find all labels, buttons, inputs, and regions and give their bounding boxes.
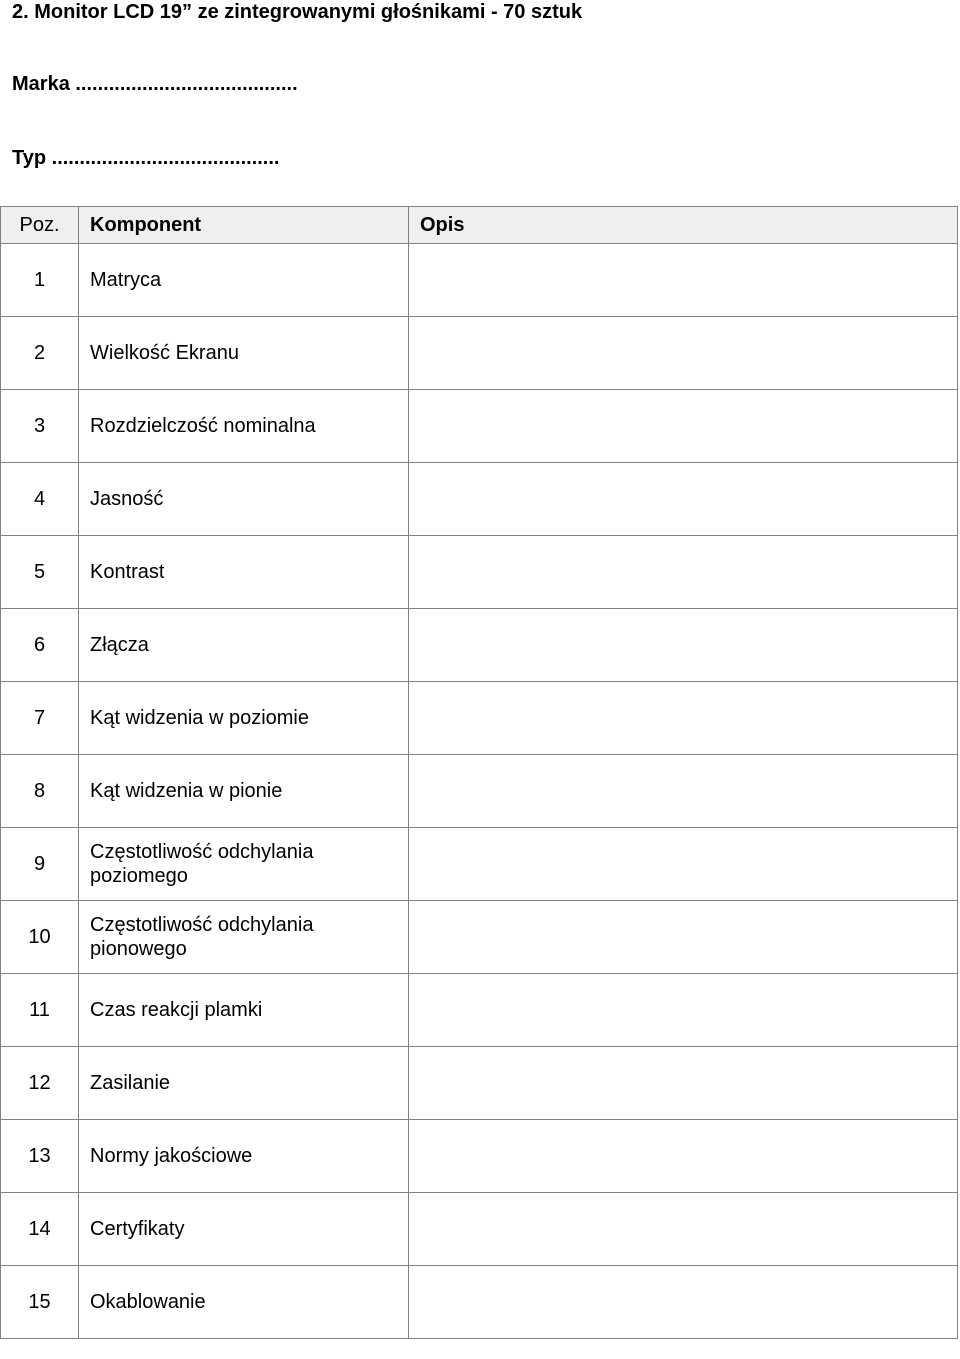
table-row bbox=[1, 244, 958, 317]
row-description-cell[interactable] bbox=[409, 609, 958, 682]
row-position: 1 bbox=[1, 244, 79, 317]
component-table bbox=[0, 206, 958, 1339]
row-position: 11 bbox=[1, 974, 79, 1047]
row-position: 10 bbox=[1, 901, 79, 974]
typ-value[interactable]: ......................................... bbox=[51, 147, 280, 169]
row-component: Kąt widzenia w poziomie bbox=[79, 682, 409, 755]
row-component: Wielkość Ekranu bbox=[79, 317, 409, 390]
row-component: Kontrast bbox=[79, 536, 409, 609]
row-description-cell[interactable] bbox=[409, 1193, 958, 1266]
row-component: Kąt widzenia w pionie bbox=[79, 755, 409, 828]
table-row bbox=[1, 317, 958, 390]
row-position: 7 bbox=[1, 682, 79, 755]
table-row bbox=[1, 609, 958, 682]
row-position: 12 bbox=[1, 1047, 79, 1120]
row-description-cell[interactable] bbox=[409, 1120, 958, 1193]
table-row bbox=[1, 974, 958, 1047]
marka-label: Marka bbox=[12, 73, 70, 95]
row-position: 3 bbox=[1, 390, 79, 463]
header-opis: Opis bbox=[409, 207, 958, 244]
row-description-cell[interactable] bbox=[409, 901, 958, 974]
row-component: Matryca bbox=[79, 244, 409, 317]
row-component: Certyfikaty bbox=[79, 1193, 409, 1266]
row-position: 5 bbox=[1, 536, 79, 609]
row-description-cell[interactable] bbox=[409, 974, 958, 1047]
row-description-cell[interactable] bbox=[409, 1266, 958, 1339]
table-body bbox=[1, 244, 958, 1339]
row-position: 6 bbox=[1, 609, 79, 682]
row-description-cell[interactable] bbox=[409, 390, 958, 463]
marka-field bbox=[12, 72, 298, 96]
table-row bbox=[1, 463, 958, 536]
row-description-cell[interactable] bbox=[409, 317, 958, 390]
row-description-cell[interactable] bbox=[409, 463, 958, 536]
row-description-cell[interactable] bbox=[409, 755, 958, 828]
table-row bbox=[1, 390, 958, 463]
row-description-cell[interactable] bbox=[409, 244, 958, 317]
typ-label: Typ bbox=[12, 147, 47, 169]
row-description-cell[interactable] bbox=[409, 828, 958, 901]
table-row bbox=[1, 1120, 958, 1193]
table-row bbox=[1, 682, 958, 755]
header-komponent: Komponent bbox=[79, 207, 409, 244]
page-title: 2. Monitor LCD 19” ze zintegrowanymi głośnikami - 70 sztuk bbox=[12, 1, 583, 23]
table-row bbox=[1, 1266, 958, 1339]
row-position: 9 bbox=[1, 828, 79, 901]
table-row bbox=[1, 828, 958, 901]
table-row bbox=[1, 901, 958, 974]
row-component: Czas reakcji plamki bbox=[79, 974, 409, 1047]
row-position: 15 bbox=[1, 1266, 79, 1339]
row-component: Jasność bbox=[79, 463, 409, 536]
marka-value[interactable]: ........................................ bbox=[75, 73, 298, 95]
row-component: Normy jakościowe bbox=[79, 1120, 409, 1193]
row-position: 14 bbox=[1, 1193, 79, 1266]
row-position: 2 bbox=[1, 317, 79, 390]
row-description-cell[interactable] bbox=[409, 682, 958, 755]
row-component: Zasilanie bbox=[79, 1047, 409, 1120]
typ-field bbox=[12, 146, 279, 170]
row-description-cell[interactable] bbox=[409, 536, 958, 609]
table-row bbox=[1, 1047, 958, 1120]
row-component: Częstotliwość odchylania pionowego bbox=[79, 901, 409, 974]
row-component: Okablowanie bbox=[79, 1266, 409, 1339]
row-description-cell[interactable] bbox=[409, 1047, 958, 1120]
row-position: 13 bbox=[1, 1120, 79, 1193]
header-poz: Poz. bbox=[1, 207, 79, 244]
row-component: Rozdzielczość nominalna bbox=[79, 390, 409, 463]
row-component: Częstotliwość odchylania poziomego bbox=[79, 828, 409, 901]
table-row bbox=[1, 755, 958, 828]
row-position: 8 bbox=[1, 755, 79, 828]
table-header-row bbox=[1, 207, 958, 244]
row-component: Złącza bbox=[79, 609, 409, 682]
table-row bbox=[1, 536, 958, 609]
row-position: 4 bbox=[1, 463, 79, 536]
table-row bbox=[1, 1193, 958, 1266]
